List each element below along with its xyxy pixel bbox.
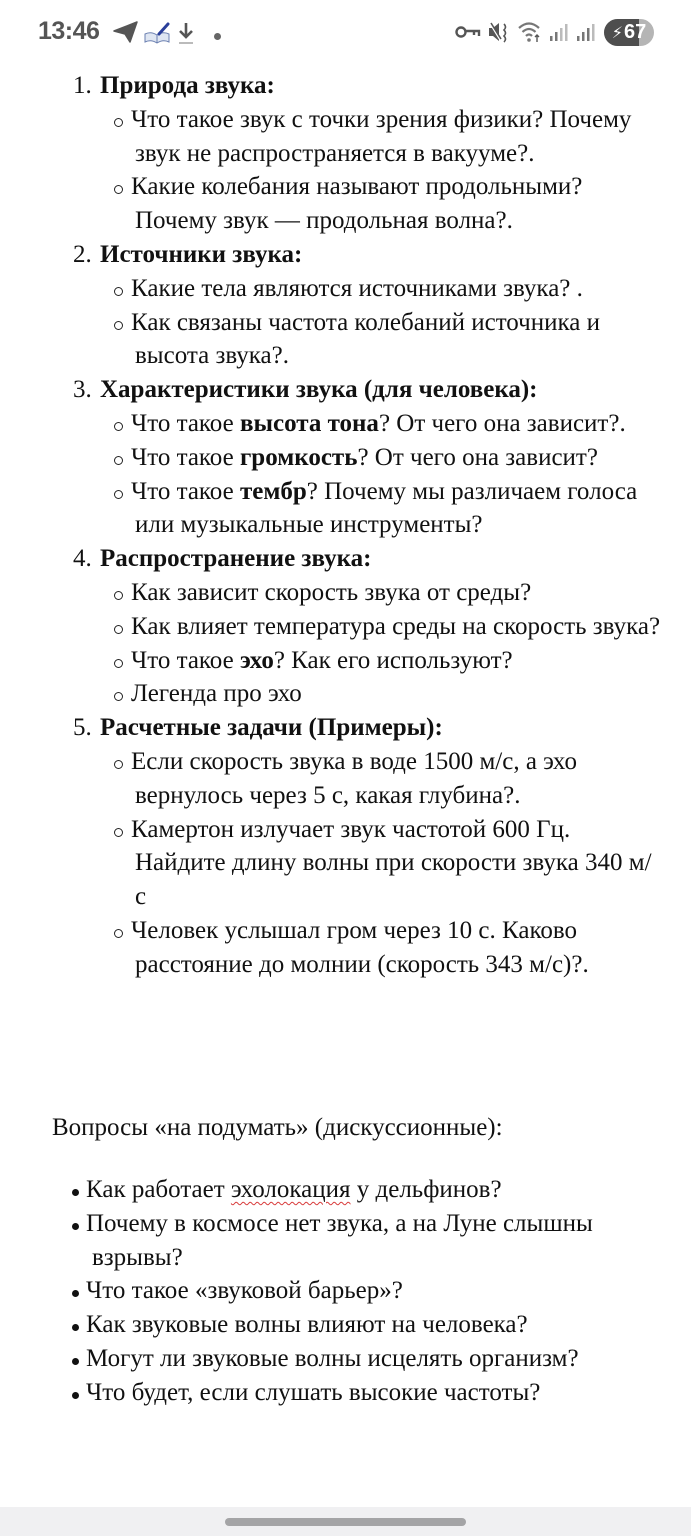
list-item: Человек услышал гром через 10 с. Каково расстояние до молнии (скорость 343 м/с)?. (0, 914, 691, 982)
list-item: Легенда про эхо (0, 677, 691, 711)
document-body (0, 69, 691, 982)
list-item: Могут ли звуковые волны исцелять организм? (0, 1342, 691, 1376)
circle-bullet-icon (114, 456, 123, 465)
bullet-icon (72, 1324, 79, 1331)
circle-bullet-icon (114, 625, 123, 634)
circle-bullet-icon (114, 118, 123, 127)
section-number: 5. (73, 714, 92, 742)
section-number: 4. (73, 545, 92, 573)
discussion-heading: Вопросы «на подумать» (дискуссионные): (52, 1114, 503, 1141)
section-title: Распространение звука: (100, 545, 372, 573)
list-item: Что такое эхо? Как его используют? (0, 644, 691, 678)
circle-bullet-icon (114, 422, 123, 431)
section-heading (0, 373, 691, 407)
section-1 (0, 69, 691, 238)
circle-bullet-icon (114, 591, 123, 600)
download-icon (177, 21, 195, 50)
gesture-nav-bar (0, 1507, 691, 1536)
list-item: Какие тела являются источниками звука? . (0, 272, 691, 306)
status-bar (0, 0, 691, 64)
home-gesture-handle[interactable] (225, 1518, 466, 1526)
bullet-icon (72, 1290, 79, 1297)
charging-bolt-icon: ⚡ (611, 25, 623, 42)
circle-bullet-icon (114, 929, 123, 938)
section-heading (0, 238, 691, 272)
telegram-icon (113, 21, 139, 48)
list-item: Камертон излучает звук частотой 600 Гц. Найдите длину волны при скорости звука 340 м/с (0, 813, 691, 914)
list-item: Как работает эхолокация у дельфинов? (0, 1173, 691, 1207)
bullet-icon (72, 1392, 79, 1399)
book-edit-icon (143, 22, 171, 49)
wifi-icon (517, 20, 545, 49)
vpn-key-icon (455, 25, 481, 44)
list-item: Что будет, если слушать высокие частоты? (0, 1376, 691, 1410)
section-number: 2. (73, 240, 92, 268)
circle-bullet-icon (114, 321, 123, 330)
list-item: Что такое тембр? Почему мы различаем голоса или музыкальные инструменты? (0, 475, 691, 543)
spellcheck-flagged-word[interactable]: эхолокация (230, 1176, 351, 1203)
list-item: Что такое громкость? От чего она зависит? (0, 441, 691, 475)
section-title: Источники звука: (100, 240, 303, 268)
circle-bullet-icon (114, 828, 123, 837)
section-3 (0, 373, 691, 542)
status-time: 13:46 (38, 17, 100, 45)
section-number: 3. (73, 376, 92, 404)
battery-level: 67 (623, 21, 647, 43)
list-item: Что такое высота тона? От чего она зависит?. (0, 407, 691, 441)
section-title: Характеристики звука (для человека): (100, 376, 538, 404)
section-5 (0, 711, 691, 981)
signal-1-icon (549, 22, 569, 47)
section-heading (0, 542, 691, 576)
section-4 (0, 542, 691, 711)
list-item: Как влияет температура среды на скорость звука? (0, 610, 691, 644)
list-item: Как звуковые волны влияют на человека? (0, 1308, 691, 1342)
circle-bullet-icon (114, 659, 123, 668)
section-2 (0, 238, 691, 373)
list-item: Что такое «звуковой барьер»? (0, 1274, 691, 1308)
circle-bullet-icon (114, 760, 123, 769)
section-number: 1. (73, 72, 92, 99)
section-heading (0, 69, 691, 103)
dot-icon (213, 28, 222, 46)
circle-bullet-icon (114, 287, 123, 296)
signal-2-icon (576, 22, 596, 47)
section-title: Расчетные задачи (Примеры): (100, 714, 443, 742)
list-item: Почему в космосе нет звука, а на Луне слышны взрывы? (0, 1207, 691, 1275)
section-title: Природа звука: (100, 72, 275, 99)
mute-vibrate-icon (487, 21, 511, 48)
section-heading (0, 711, 691, 745)
circle-bullet-icon (114, 490, 123, 499)
list-item: Что такое звук с точки зрения физики? Почему звук не распространяется в вакууме?. (0, 103, 691, 171)
list-item: Какие колебания называют продольными? Почему звук — продольная волна?. (0, 170, 691, 238)
bullet-icon (72, 1358, 79, 1365)
circle-bullet-icon (114, 185, 123, 194)
bullet-icon (72, 1189, 79, 1196)
discussion-list (0, 1173, 691, 1410)
list-item: Как зависит скорость звука от среды? (0, 576, 691, 610)
list-item: Если скорость звука в воде 1500 м/с, а эхо вернулось через 5 с, какая глубина?. (0, 745, 691, 813)
list-item: Как связаны частота колебаний источника и высота звука?. (0, 306, 691, 374)
circle-bullet-icon (114, 692, 123, 701)
bullet-icon (72, 1223, 79, 1230)
battery-indicator (604, 19, 654, 46)
